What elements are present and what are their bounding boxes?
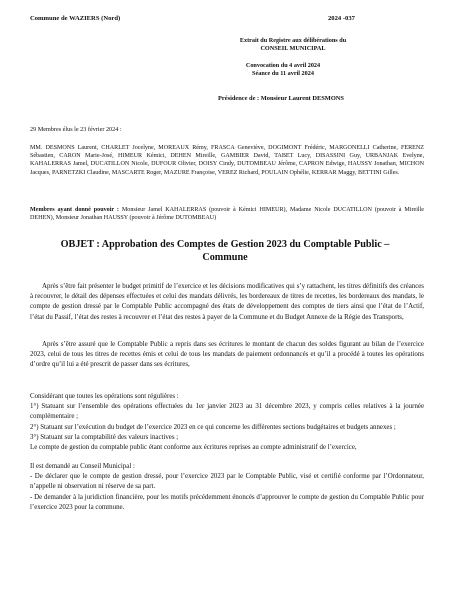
paragraph-assurance: Après s’être assuré que le Comptable Public a repris dans ses écritures le montant de chacun des soldes figurant au bilan de l’exercice 2023, celui de tous les titres de recettes émis et celui de tous les mandats de paiement ordonnancés et qu’il a procédé à toutes les opérations d’ordre qu’il lui a été prescrit de passer dans ses écritures, (30, 341, 424, 369)
extract-heading (198, 37, 388, 53)
ruling-2: 2°) Statuant sur l’exécution du budget de l’exercice 2023 en ce qui concerne les différentes sections budgétaires et budgets annexes ; (30, 423, 396, 431)
members-elected: 29 Membres élus le 23 février 2024 : (30, 126, 122, 133)
proxy-label: Membres ayant donné pouvoir : (30, 207, 119, 213)
conformity-statement: Le compte de gestion du comptable public étant conforme aux écritures reprises au compte administratif de l’exercice, (30, 444, 357, 452)
considerations-block (30, 392, 424, 453)
subject-title (40, 238, 410, 264)
request-intro: Il est demandé au Conseil Municipal : (30, 463, 135, 470)
ruling-3: 3°) Statuant sur la comptabilité des valeurs inactives ; (30, 433, 179, 441)
extract-line-1: Extrait du Registre aux délibérations du (239, 37, 347, 44)
commune-header: Commune de WAZIERS (Nord) (30, 15, 121, 22)
convocation-date: Convocation du 4 avril 2024 (245, 62, 321, 69)
proxy-text: Monsieur Jamel KAHALERRAS (pouvoir à Kémici HIMEUR), Madame Nicole DUCATILLON (pouvoir à Mireille DEHEN), Monsieur Jonathan HAUSSY (pouvoir à Jérôme DUTOMBEAU) (30, 207, 424, 222)
subject-line-1: OBJET : Approbation des Comptes de Gestion 2023 du Comptable Public – (60, 239, 390, 250)
subject-line-2: Commune (202, 252, 248, 263)
council-request-block (30, 462, 424, 513)
session-date: Séance du 11 avril 2024 (252, 70, 314, 77)
considering-line: Considérant que toutes les opérations sont régulières : (30, 393, 179, 400)
request-item-1: - De déclarer que le compte de gestion dressé, pour l’exercice 2023 par le Comptable Public, visé et certifié conforme par l’Ordonnateur, n’appelle ni observation ni réserve de sa part. (30, 473, 424, 491)
presidence: Présidence de : Monsieur Laurent DESMONS (218, 95, 344, 102)
proxy-members (30, 206, 424, 222)
deliberation-reference: 2024 -037 (328, 15, 355, 22)
ruling-1: 1°) Statuant sur l’ensemble des opérations effectuées du 1er janvier 2023 au 31 décembre 2023, y compris celles relatives à la journée complémentaire ; (30, 403, 424, 421)
extract-line-2: CONSEIL MUNICIPAL (260, 45, 326, 52)
members-present-list: MM. DESMONS Laurent, CHARLET Jocelyne, MOREAUX Rémy, FRASCA Geneviève, DOGIMONT Frédéric, MARGONELLI Catherine, FERENZ Sébastien, CARON Marie-José, HIMEUR Kémici, DEHEN Mireille, GAMBIER David, TABET Lucy, DISASSINI Guy, URBANJAK Evelyne, KAHALERRAS Jamel, DUCATILLON Nicole, DUFOUR Olivier, DOISY Cindy, DUTOMBEAU Jérôme, CAPRON Edwige, HAUSSY Jonathan, MICHON Jacques, PARNETZKI Claudine, MASCARTE Roger, MAZURE Françoise, VEREZ Richard, POULAIN Ophélie, KERRAR Maggy, BETTINI Gilles. (30, 145, 424, 176)
convocation-block (198, 62, 368, 78)
request-item-2: - De demander à la juridiction financière, pour les motifs précédemment énoncés d’approuver le compte de gestion du Comptable Public pour l’exercice 2023 pour la commune. (30, 493, 424, 511)
paragraph-budget: Après s’être fait présenter le budget primitif de l’exercice et les décisions modificatives qui s’y rattachent, les titres définitifs des créances à recouvrer, le détail des dépenses effectuées et celui des mandats délivrés, les bordereaux de titres de recettes, les bordereaux des mandats, le compte de gestion dressé par le Comptable Public accompagné des états de développement des comptes de tiers ainsi que l’état de l’Actif, l’état du Passif, l’état des restes à recouvrer et l’état des restes à payer de la Commune et du Budget Annexe de la Régie des Transports, (30, 283, 424, 321)
